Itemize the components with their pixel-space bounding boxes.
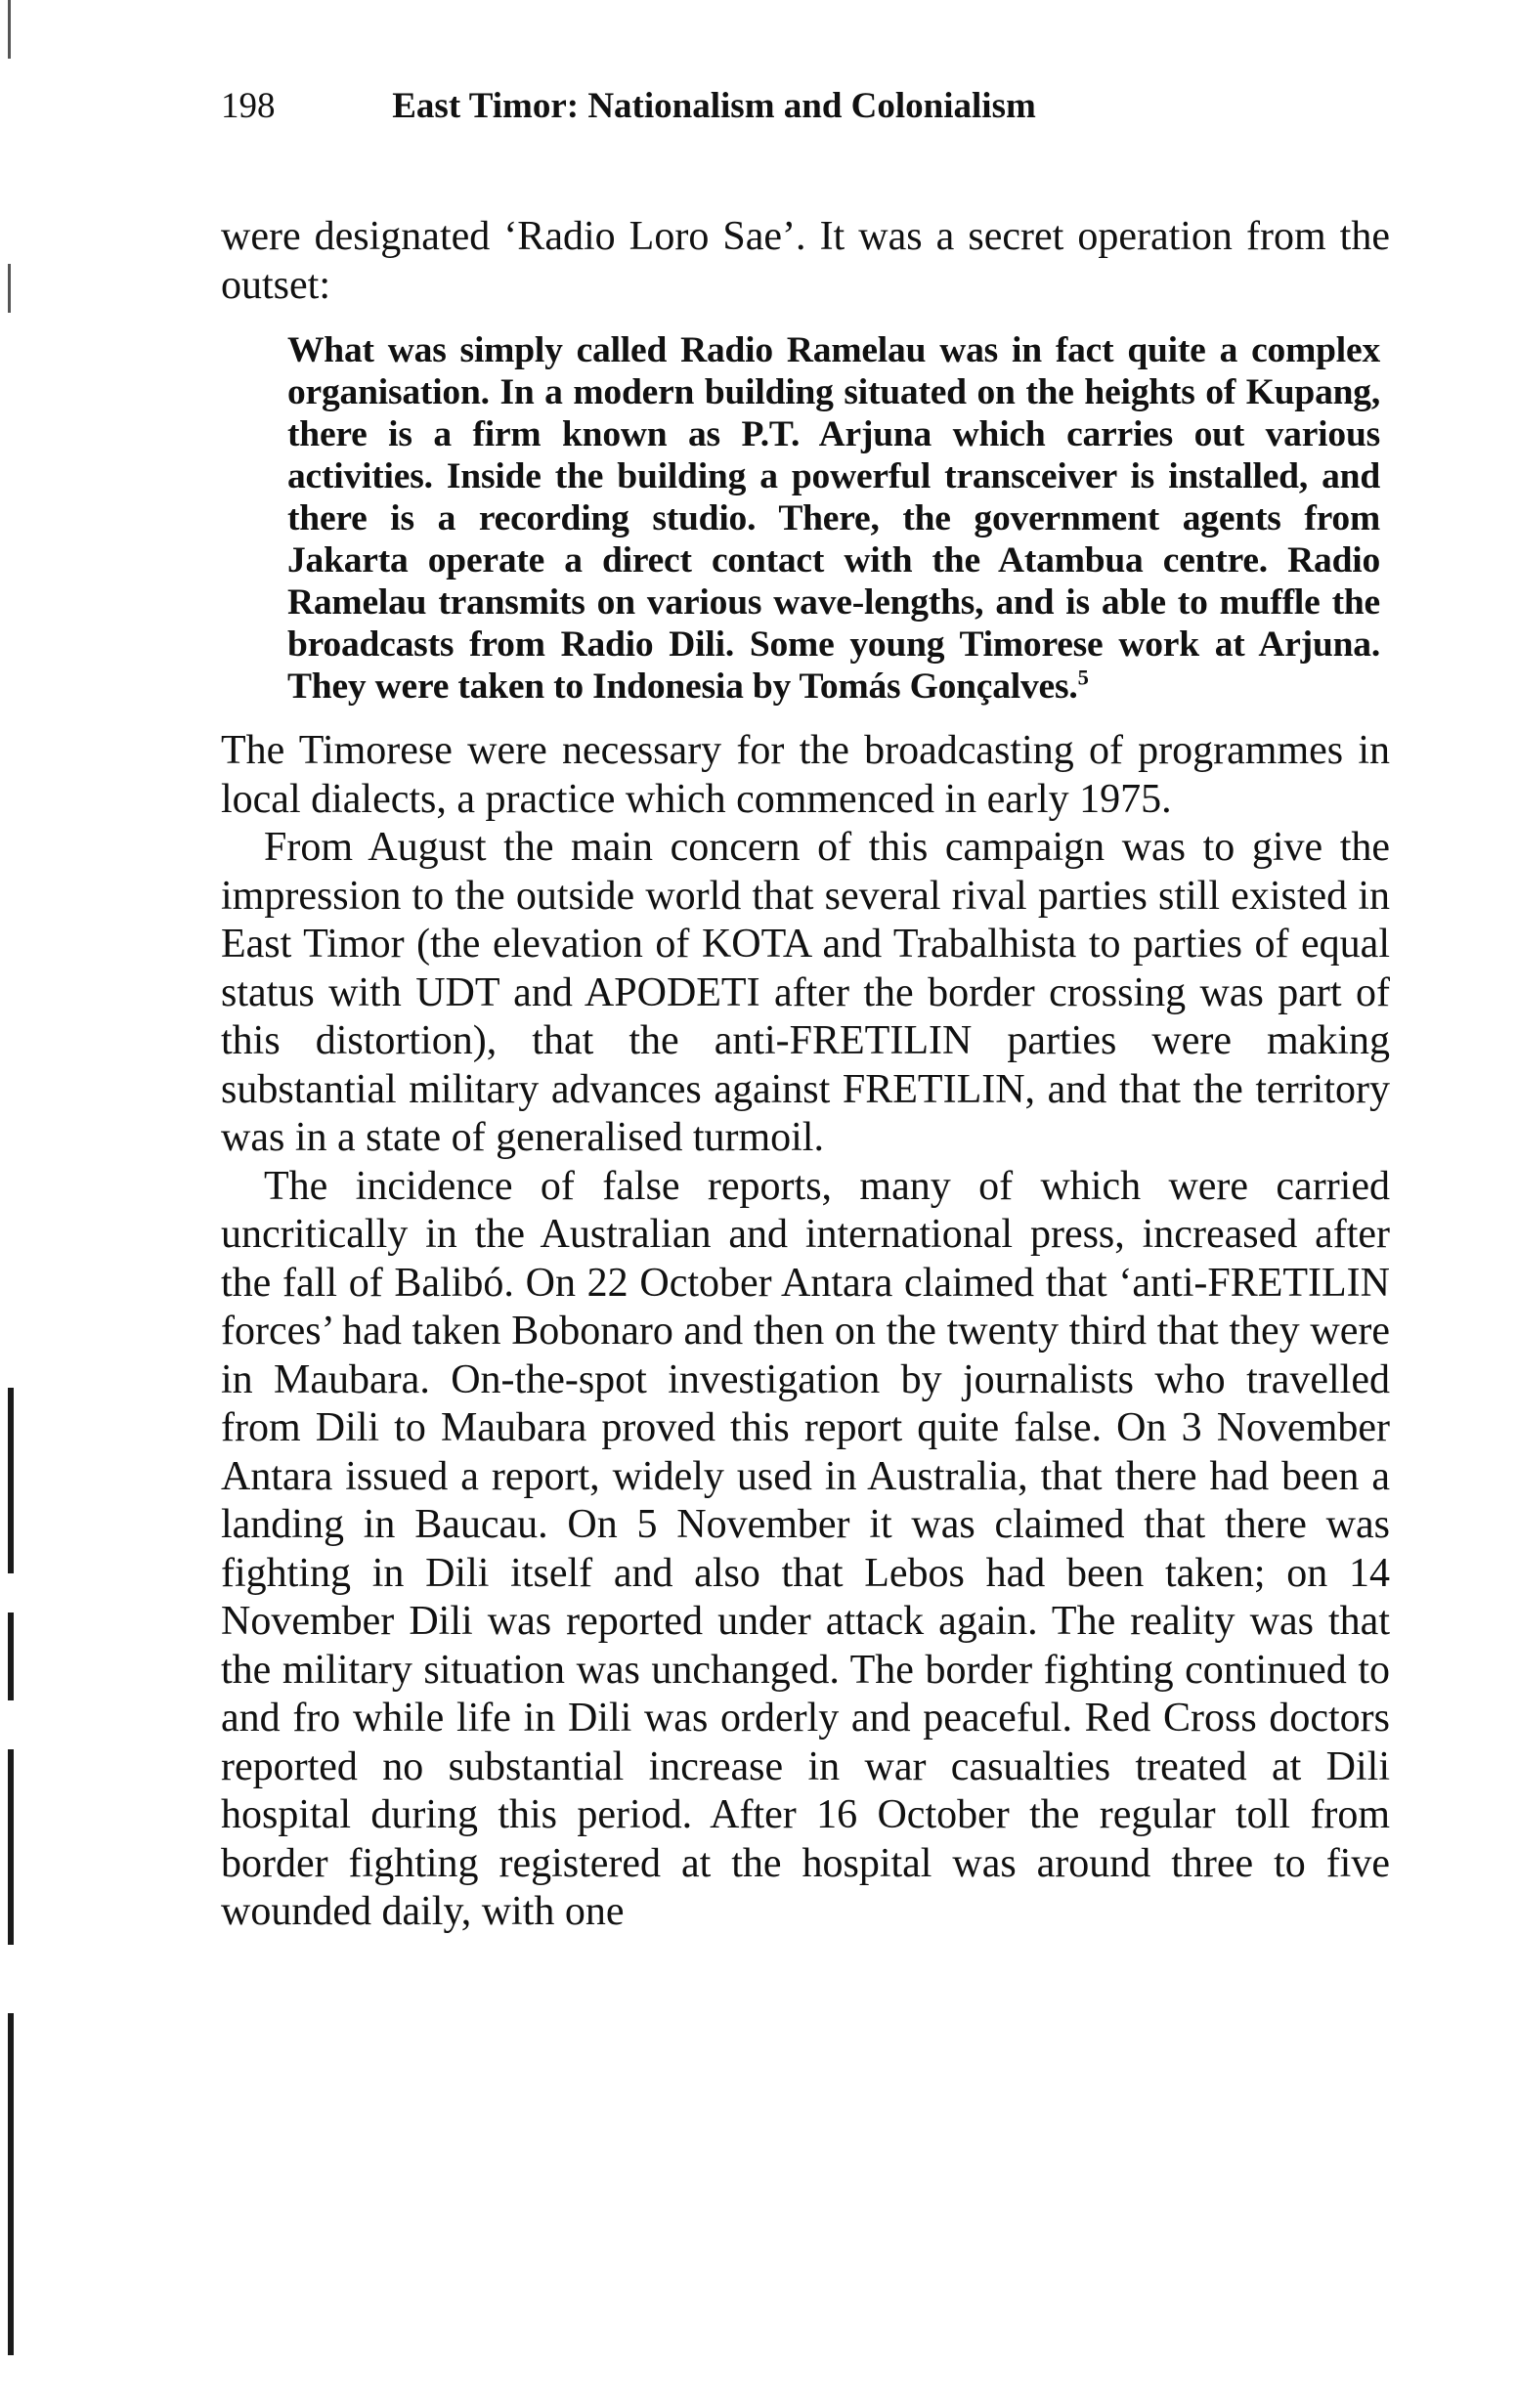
body-text bbox=[221, 213, 1390, 1937]
scan-edge-mark bbox=[8, 2013, 14, 2355]
footnote-reference: 5 bbox=[1077, 665, 1089, 690]
paragraph: The incidence of false reports, many of which were carried uncritically in the Australian and international press, increased after the fall of Balibó. On 22 October Antara claimed that ‘anti-FRETILIN forces’ had taken Bobonaro and then on the twenty third that they were in Maubara. On-the-spot investigation by journalists who travelled from Dili to Maubara proved this report quite false. On 3 November Antara issued a report, widely used in Australia, that there had been a landing in Baucau. On 5 November it was claimed that there was fighting in Dili itself and also that Lebos had been taken; on 14 November Dili was reported under attack again. The reality was that the military situation was unchanged. The border fighting continued to and fro while life in Dili was orderly and peaceful. Red Cross doctors reported no substantial increase in war casualties treated at Dili hospital during this period. After 16 October the regular toll from border fighting registered at the hospital was around three to five wounded daily, with one bbox=[221, 1163, 1390, 1934]
block-quote bbox=[287, 329, 1380, 708]
running-title: East Timor: Nationalism and Colonialism bbox=[392, 86, 1036, 126]
scan-edge-mark bbox=[8, 1388, 14, 1573]
scan-edge-mark bbox=[8, 1612, 14, 1700]
block-quote-text: What was simply called Radio Ramelau was in fact quite a complex organisation. In a modern building situated on the heights of Kupang, there is a firm known as P.T. Arjuna which carries out various activities. Inside the building a powerful transceiver is installed, and there is a recording studio. There, the government agents from Jakarta operate a direct contact with the Atambua centre. Radio Ramelau transmits on various wave-lengths, and is able to muffle the broadcasts from Radio Dili. Some young Timorese work at Arjuna. They were taken to Indonesia by Tomás Gonçalves. bbox=[287, 330, 1380, 707]
paragraph: From August the main concern of this campaign was to give the impression to the outside world that several rival parties still existed in East Timor (the elevation of KOTA and Trabalhista to parties of equal status with UDT and APODETI after the border crossing was part of this distortion), that the anti-FRETILIN parties were making substantial military advances against FRETILIN, and that the territory was in a state of generalised turmoil. bbox=[221, 825, 1390, 1160]
running-header bbox=[221, 82, 1394, 131]
page-number: 198 bbox=[221, 86, 276, 126]
paragraph: were designated ‘Radio Loro Sae’. It was a secret operation from the outset: bbox=[221, 214, 1390, 308]
paragraph: The Timorese were necessary for the broadcasting of programmes in local dialects, a practice which commenced in early 1975. bbox=[221, 728, 1390, 822]
scan-edge-mark bbox=[8, 1749, 14, 1945]
scan-edge-mark bbox=[8, 0, 11, 59]
scan-edge-mark bbox=[8, 264, 11, 313]
